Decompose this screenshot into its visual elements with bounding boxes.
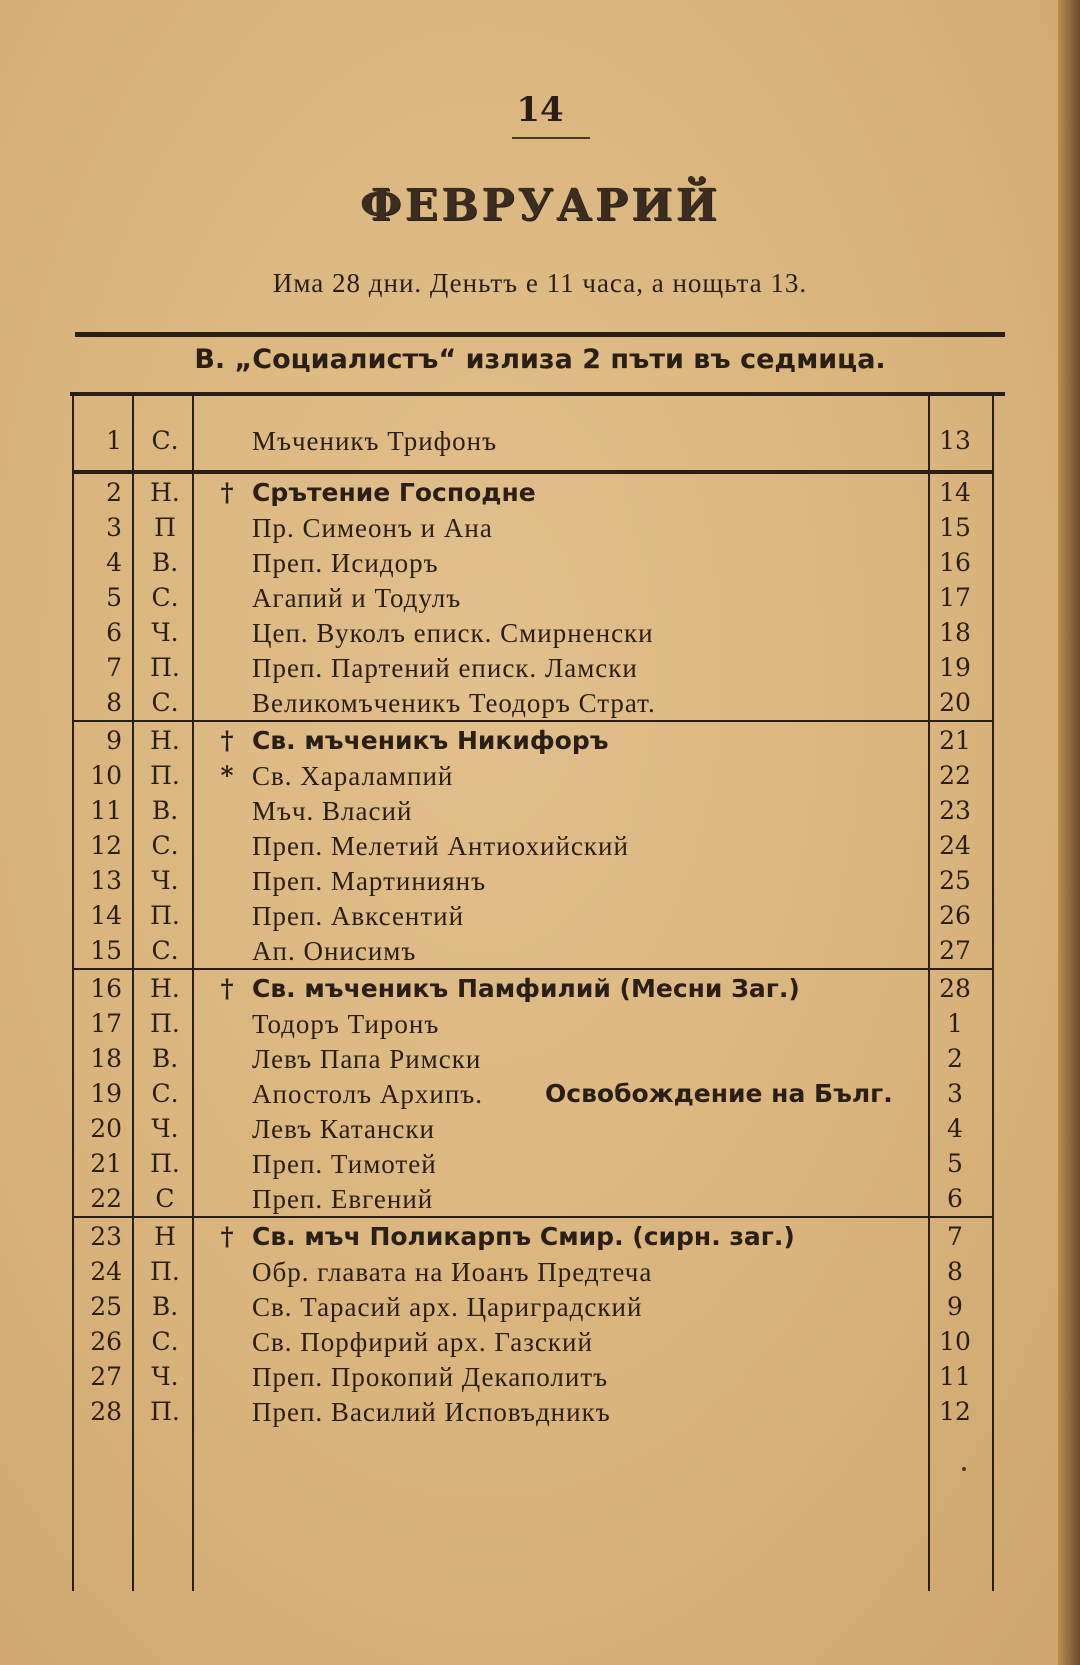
day-number: 19 xyxy=(90,1079,122,1108)
calendar-row xyxy=(0,759,1080,793)
old-style-date: 4 xyxy=(947,1114,963,1143)
top-divider xyxy=(75,332,1005,337)
weekday-abbrev: В. xyxy=(151,796,179,825)
day-number: 2 xyxy=(106,478,122,507)
week-separator xyxy=(72,472,992,474)
saint-name: Мъченикъ Трифонъ xyxy=(252,426,498,456)
weekday-abbrev: С xyxy=(155,1184,175,1213)
page-number: 14 xyxy=(516,90,564,130)
day-number: 21 xyxy=(90,1149,122,1178)
day-number: 26 xyxy=(90,1327,122,1356)
weekday-abbrev: Н xyxy=(154,1222,176,1251)
calendar-row xyxy=(0,1220,1080,1254)
saint-name: Цеп. Вуколъ еписк. Смирненски xyxy=(252,618,654,648)
saint-name: Св. мъченикъ Никифоръ xyxy=(252,726,609,755)
old-style-date: 17 xyxy=(939,583,971,612)
weekday-abbrev: Ч. xyxy=(151,866,179,895)
old-style-date: 18 xyxy=(939,618,971,647)
weekday-abbrev: П. xyxy=(150,653,180,682)
weekday-abbrev: Н. xyxy=(150,974,180,1003)
calendar-row xyxy=(0,1290,1080,1324)
old-style-date: 20 xyxy=(939,688,971,717)
feast-mark: † xyxy=(220,974,234,1003)
saint-name: Преп. Авксентий xyxy=(252,901,465,931)
weekday-abbrev: П. xyxy=(150,1149,180,1178)
saint-name: Срътение Господне xyxy=(252,478,536,507)
weekday-abbrev: Ч. xyxy=(151,618,179,647)
saint-name: Агапий и Тодулъ xyxy=(252,583,462,613)
saint-name: Ап. Онисимъ xyxy=(252,936,417,966)
old-style-date: 22 xyxy=(939,761,971,790)
day-number: 3 xyxy=(106,513,122,542)
old-style-date: 25 xyxy=(939,866,971,895)
weekday-abbrev: В. xyxy=(151,1292,179,1321)
calendar-row xyxy=(0,1147,1080,1181)
old-style-date: 26 xyxy=(939,901,971,930)
calendar-row xyxy=(0,864,1080,898)
page-number-underline xyxy=(512,137,590,139)
old-style-date: 23 xyxy=(939,796,971,825)
day-number: 11 xyxy=(90,796,122,825)
week-separator xyxy=(72,1216,992,1218)
day-number: 17 xyxy=(90,1009,122,1038)
weekday-abbrev: В. xyxy=(151,548,179,577)
saint-name: Преп. Евгений xyxy=(252,1184,434,1214)
weekday-abbrev: С. xyxy=(151,831,179,860)
weekday-abbrev: В. xyxy=(151,1044,179,1073)
calendar-row xyxy=(0,616,1080,650)
calendar-row xyxy=(0,581,1080,615)
saint-name: Тодоръ Тиронъ xyxy=(252,1009,440,1039)
calendar-row xyxy=(0,686,1080,720)
saint-name: Преп. Тимотей xyxy=(252,1149,437,1179)
calendar-row xyxy=(0,972,1080,1006)
old-style-date: 2 xyxy=(947,1044,963,1073)
saint-name: Преп. Прокопий Декаполитъ xyxy=(252,1362,609,1392)
calendar-row xyxy=(0,1042,1080,1076)
saint-name: Апостолъ Архипъ. xyxy=(252,1079,483,1109)
day-number: 27 xyxy=(90,1362,122,1391)
calendar-row xyxy=(0,424,1080,458)
calendar-row xyxy=(0,546,1080,580)
saint-name: Обр. главата на Иоанъ Предтеча xyxy=(252,1257,653,1287)
day-number: 20 xyxy=(90,1114,122,1143)
day-number: 10 xyxy=(90,761,122,790)
calendar-row xyxy=(0,511,1080,545)
saint-name: Преп. Исидоръ xyxy=(252,548,439,578)
calendar-row xyxy=(0,1325,1080,1359)
saint-name: Преп. Мартиниянъ xyxy=(252,866,487,896)
old-style-date: 9 xyxy=(947,1292,963,1321)
saint-name: Левъ Папа Римски xyxy=(252,1044,482,1074)
day-number: 15 xyxy=(90,936,122,965)
calendar-row xyxy=(0,1077,1080,1111)
calendar-row xyxy=(0,476,1080,510)
day-number: 8 xyxy=(106,688,122,717)
feast-mark: † xyxy=(220,1222,234,1251)
old-style-date: 12 xyxy=(939,1397,971,1426)
stray-dot xyxy=(962,1467,966,1471)
calendar-row xyxy=(0,899,1080,933)
day-number: 12 xyxy=(90,831,122,860)
day-number: 28 xyxy=(90,1397,122,1426)
day-number: 25 xyxy=(90,1292,122,1321)
day-number: 16 xyxy=(90,974,122,1003)
old-style-date: 16 xyxy=(939,548,971,577)
weekday-abbrev: С. xyxy=(151,1327,179,1356)
old-style-date: 21 xyxy=(939,726,971,755)
weekday-abbrev: П. xyxy=(150,901,180,930)
saint-name: Преп. Василий Исповъдникъ xyxy=(252,1397,611,1427)
day-number: 4 xyxy=(106,548,122,577)
calendar-row xyxy=(0,1007,1080,1041)
calendar-row xyxy=(0,1182,1080,1216)
calendar-row xyxy=(0,1255,1080,1289)
old-style-date: 6 xyxy=(947,1184,963,1213)
feast-mark: † xyxy=(220,478,234,507)
old-style-date: 10 xyxy=(939,1327,971,1356)
old-style-date: 27 xyxy=(939,936,971,965)
weekday-abbrev: П. xyxy=(150,1009,180,1038)
weekday-abbrev: С. xyxy=(151,426,179,455)
saint-name: Левъ Катански xyxy=(252,1114,435,1144)
calendar-row xyxy=(0,724,1080,758)
weekday-abbrev: С. xyxy=(151,936,179,965)
day-number: 24 xyxy=(90,1257,122,1286)
calendar-row xyxy=(0,1360,1080,1394)
old-style-date: 13 xyxy=(939,426,971,455)
weekday-abbrev: Н. xyxy=(150,478,180,507)
calendar-row xyxy=(0,794,1080,828)
weekday-abbrev: П. xyxy=(150,1397,180,1426)
month-subtitle: Има 28 дни. Деньтъ е 11 часа, а нощьта 13. xyxy=(272,268,808,298)
day-number: 18 xyxy=(90,1044,122,1073)
weekday-abbrev: П. xyxy=(150,761,180,790)
saint-name: Св. мъченикъ Памфилий (Месни Заг.) xyxy=(252,974,800,1003)
day-number: 23 xyxy=(90,1222,122,1251)
weekday-abbrev: С. xyxy=(151,688,179,717)
day-number: 7 xyxy=(106,653,122,682)
old-style-date: 15 xyxy=(939,513,971,542)
day-number: 5 xyxy=(106,583,122,612)
day-number: 22 xyxy=(90,1184,122,1213)
newspaper-banner: В. „Социалистъ“ излиза 2 пъти въ седмица. xyxy=(194,344,886,375)
old-style-date: 8 xyxy=(947,1257,963,1286)
calendar-row xyxy=(0,934,1080,968)
old-style-date: 14 xyxy=(939,478,971,507)
old-style-date: 11 xyxy=(939,1362,971,1391)
calendar-row xyxy=(0,829,1080,863)
weekday-abbrev: С. xyxy=(151,583,179,612)
feast-mark: † xyxy=(220,726,234,755)
day-number: 6 xyxy=(106,618,122,647)
old-style-date: 1 xyxy=(947,1009,963,1038)
weekday-abbrev: С. xyxy=(151,1079,179,1108)
saint-name: Мъч. Власий xyxy=(252,796,413,826)
calendar-row xyxy=(0,1395,1080,1429)
month-title: ФЕВРУАРИЙ xyxy=(359,180,721,231)
weekday-abbrev: Ч. xyxy=(151,1114,179,1143)
weekday-abbrev: Ч. xyxy=(151,1362,179,1391)
week-separator xyxy=(72,720,992,722)
feast-mark: * xyxy=(220,761,234,790)
calendar-row xyxy=(0,651,1080,685)
saint-name: Св. Порфирий арх. Газский xyxy=(252,1327,593,1357)
old-style-date: 19 xyxy=(939,653,971,682)
old-style-date: 5 xyxy=(947,1149,963,1178)
saint-name: Великомъченикъ Теодоръ Страт. xyxy=(252,688,656,718)
old-style-date: 28 xyxy=(939,974,971,1003)
weekday-abbrev: П xyxy=(154,513,176,542)
saint-name: Пр. Симеонъ и Ана xyxy=(252,513,493,543)
day-number: 13 xyxy=(90,866,122,895)
day-number: 14 xyxy=(90,901,122,930)
week-separator xyxy=(72,968,992,970)
day-number: 9 xyxy=(106,726,122,755)
holiday-note: Освобождение на Бълг. xyxy=(545,1079,893,1108)
weekday-abbrev: Н. xyxy=(150,726,180,755)
weekday-abbrev: П. xyxy=(150,1257,180,1286)
old-style-date: 24 xyxy=(939,831,971,860)
banner-divider xyxy=(70,392,1005,396)
old-style-date: 3 xyxy=(947,1079,963,1108)
day-number: 1 xyxy=(106,426,122,455)
saint-name: Преп. Мелетий Антиохийский xyxy=(252,831,629,861)
saint-name: Св. Тарасий арх. Цариградский xyxy=(252,1292,643,1322)
old-style-date: 7 xyxy=(947,1222,963,1251)
saint-name: Св. Харалампий xyxy=(252,761,454,791)
saint-name: Преп. Партений еписк. Ламски xyxy=(252,653,638,683)
saint-name: Св. мъч Поликарпъ Смир. (сирн. заг.) xyxy=(252,1222,795,1251)
calendar-row xyxy=(0,1112,1080,1146)
